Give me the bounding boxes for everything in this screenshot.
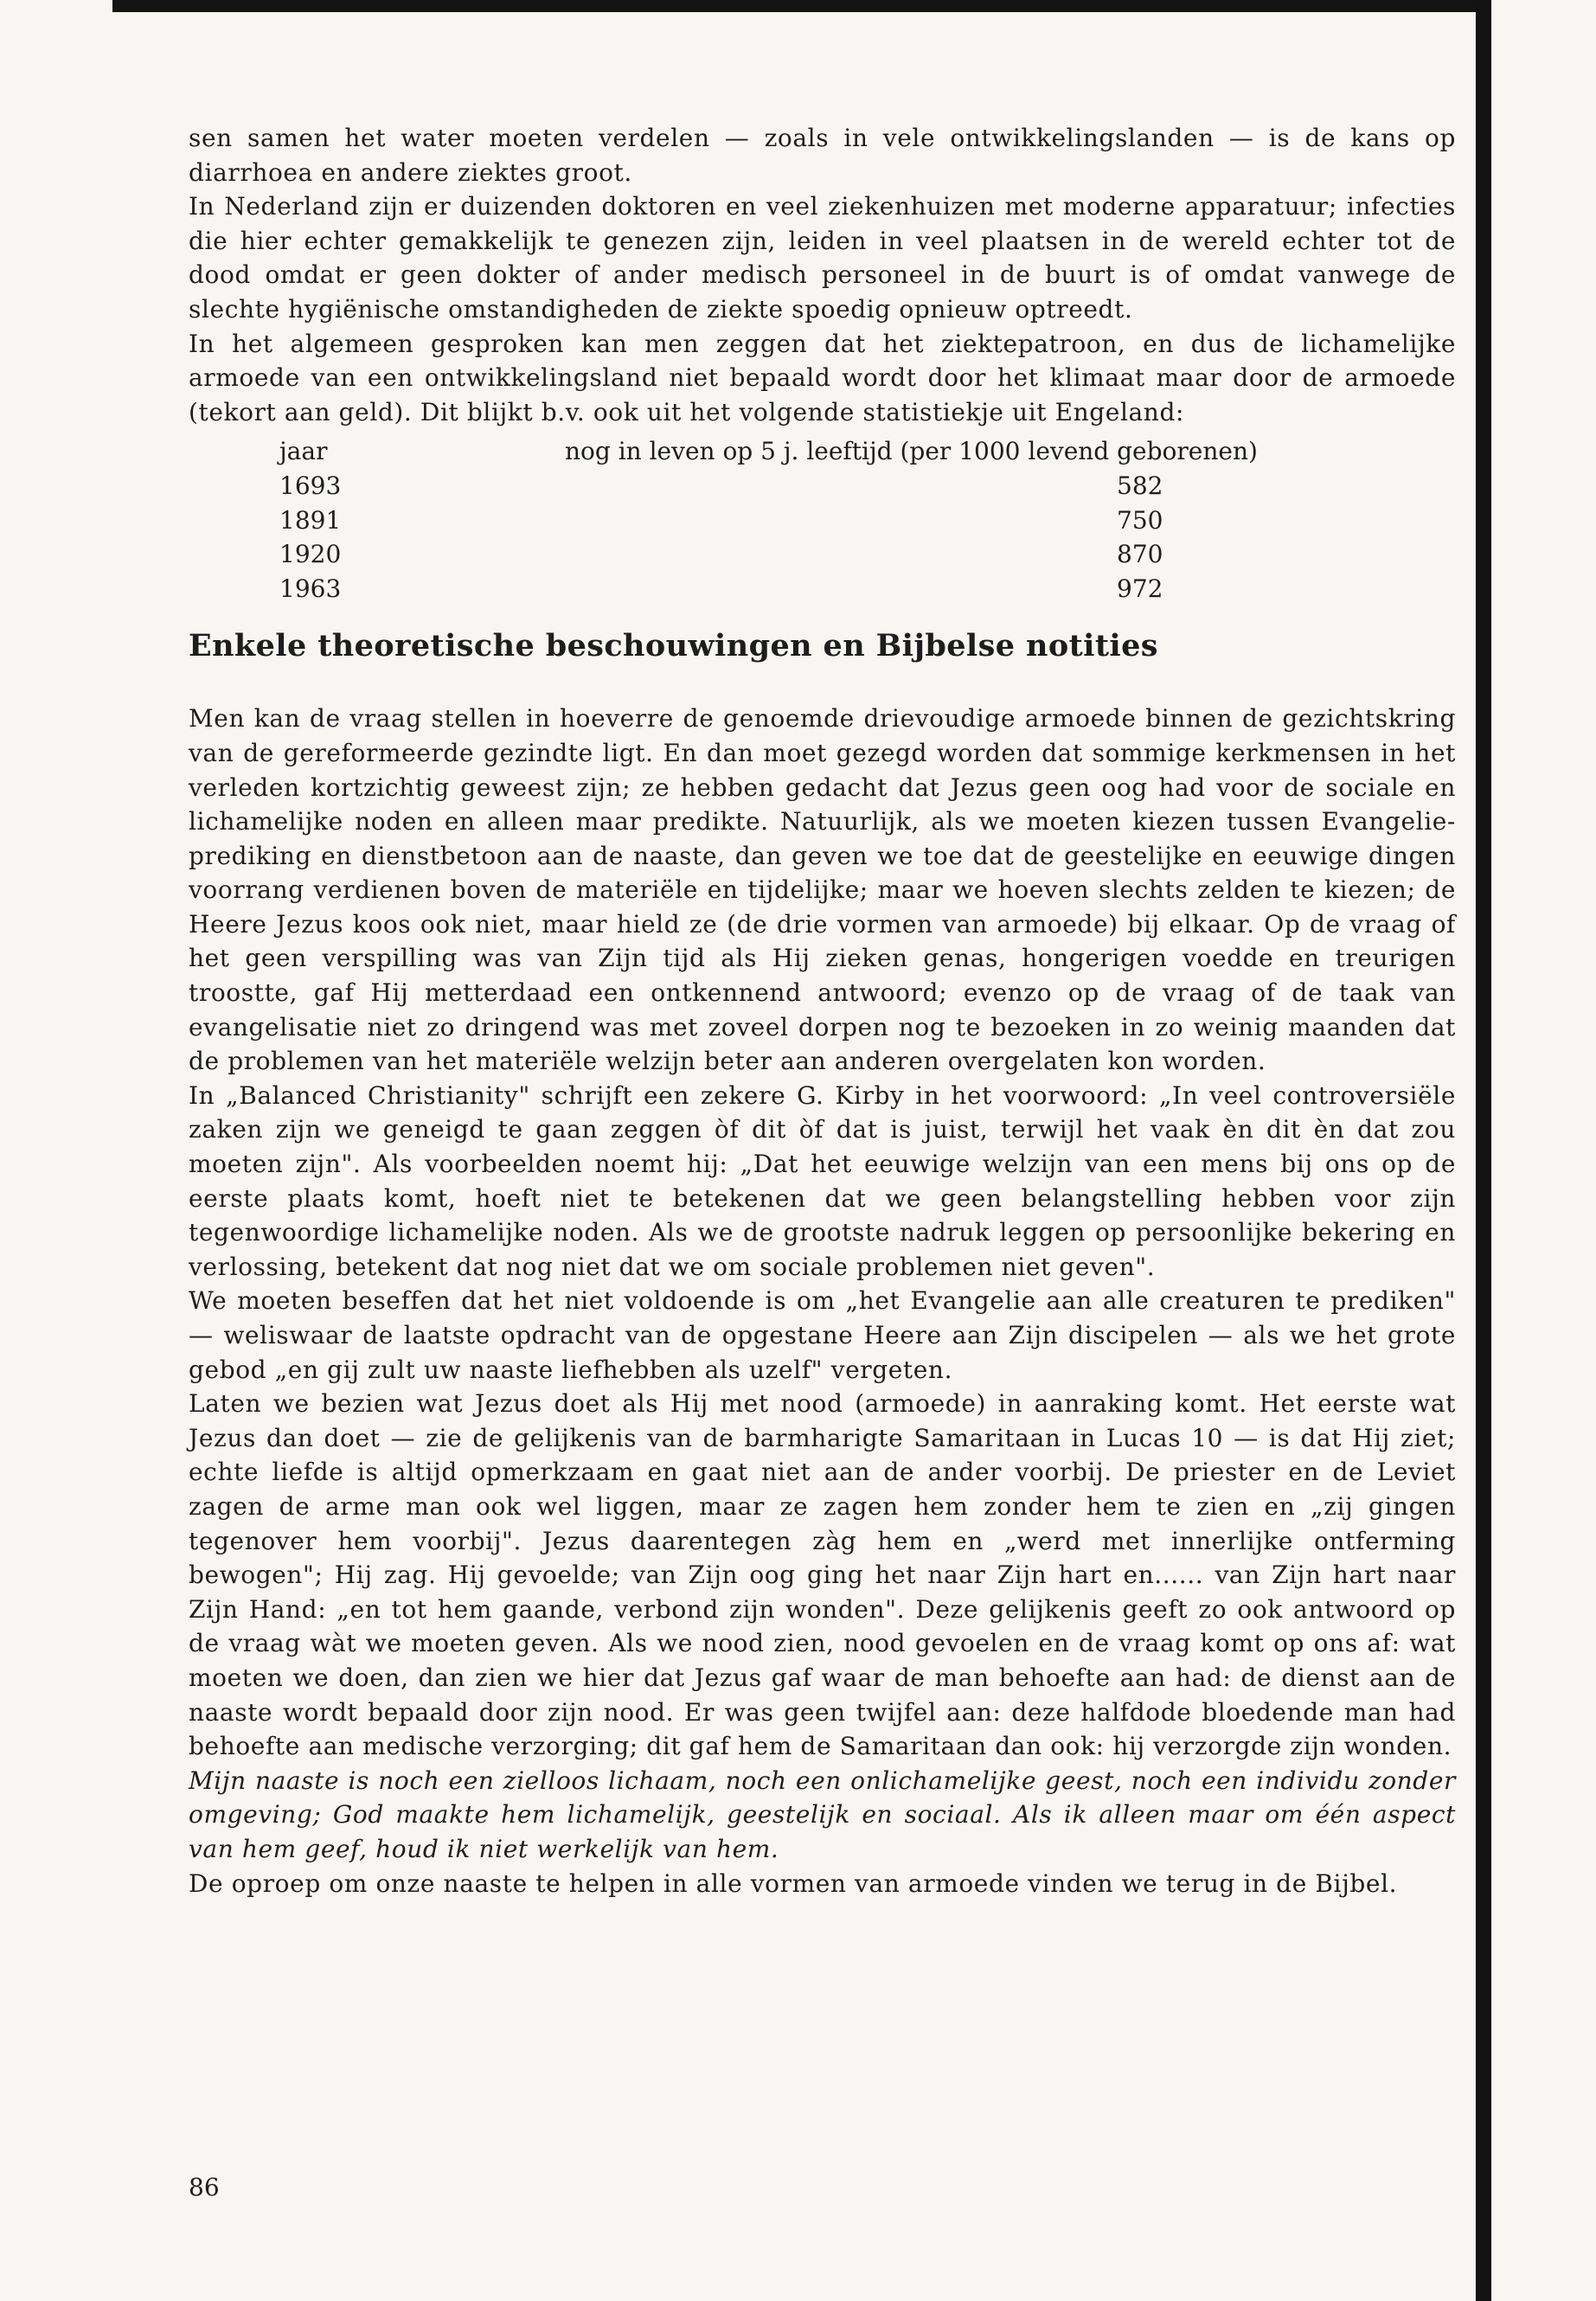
statistics-value: 582: [1117, 471, 1163, 500]
statistics-row: [189, 537, 1456, 572]
statistics-table: [189, 434, 1456, 606]
paragraph-disease-pattern: In het algemeen gesproken kan men zeggen dat het ziektepatroon, en dus de lichamelijke armoede van een ontwikkelingsland niet bepaald wordt door het klimaat maar door de armoede (tekort aan geld). Dit blijkt b.v. ook uit het volgende statistiekje uit Engeland:: [189, 329, 1456, 426]
statistics-header-year: jaar: [279, 437, 328, 466]
statistics-value: 870: [1117, 540, 1163, 569]
statistics-value: 750: [1117, 505, 1163, 535]
statistics-row: [189, 572, 1456, 606]
scan-right-border: [1476, 0, 1491, 2301]
paragraph-doctors: In Nederland zijn er duizenden doktoren en veel ziekenhuizen met moderne apparatuur; infecties die hier echter gemakkelijk te genezen zijn, leiden in veel plaatsen in de wereld echter tot de dood omdat er geen dokter of ander medisch personeel in de buurt is of omdat vanwege de slechte hygiënische omstandigheden de ziekte spoedig opnieuw optreedt.: [189, 192, 1456, 324]
paragraph-question: Men kan de vraag stellen in hoeverre de genoemde drievoudige armoede binnen de gezichtskring van de gereformeerde gezindte ligt. En dan moet gezegd worden dat sommige kerkmensen in het verleden kortzichtig geweest zijn; ze hebben gedacht dat Jezus geen oog had voor de sociale en lichamelijke noden en alleen maar predikte. Natuurlijk, als we moeten kiezen tussen Evangelie-prediking en dienstbetoon aan de naaste, dan geven we toe dat de geestelijke en eeuwige dingen voorrang verdienen boven de materiële en tijdelijke; maar we hoeven slechts zelden te kiezen; de Heere Jezus koos ook niet, maar hield ze (de drie vormen van armoede) bij elkaar. Op de vraag of het geen verspilling was van Zijn tijd als Hij zieken genas, hongerigen voedde en treurigen troostte, gaf Hij metterdaad een ontkennend antwoord; evenzo op de vraag of de taak van evangelisatie niet zo dringend was met zoveel dorpen nog te bezoeken in zo weinig maanden dat de problemen van het materiële welzijn beter aan anderen overgelaten kon worden.: [189, 704, 1456, 1076]
statistics-year: 1693: [279, 471, 342, 500]
paragraph-samaritan: Laten we bezien wat Jezus doet als Hij met nood (armoede) in aanraking komt. Het eerste wat Jezus dan doet — zie de gelijkenis van de barmharigte Samaritaan in Lucas 10 — is dat Hij ziet; echte liefde is altijd opmerkzaam en gaat niet aan de ander voorbij. De priester en de Leviet zagen de arme man ook wel liggen, maar ze zagen hem zonder hem te zien en „zij gingen tegenover hem voorbij". Jezus daarentegen zàg hem en „werd met innerlijke ontferming bewogen"; Hij zag. Hij gevoelde; van Zijn oog ging het naar Zijn hart en...... van Zijn hart naar Zijn Hand: „en tot hem gaande, verbond zijn wonden". Deze gelijkenis geeft zo ook antwoord op de vraag wàt we moeten geven. Als we nood zien, nood gevoelen en de vraag komt op ons af: wat moeten we doen, dan zien we hier dat Jezus gaf waar de man behoefte aan had: de dienst aan de naaste wordt bepaald door zijn nood. Er was geen twijfel aan: deze halfdode bloedende man had behoefte aan medische verzorging; dit gaf hem de Samaritaan dan ook: hij verzorgde zijn wonden.: [189, 1389, 1456, 1761]
scan-top-border: [112, 0, 1479, 12]
statistics-row: [189, 503, 1456, 538]
paragraph-great-commandment: We moeten beseffen dat het niet voldoende is om „het Evangelie aan alle creaturen te prediken" — weliswaar de laatste opdracht van de opgestane Heere aan Zijn discipelen — als we het grote gebod „en gij zult uw naaste liefhebben als uzelf" vergeten.: [189, 1286, 1456, 1384]
statistics-header: [189, 434, 1456, 469]
paragraph-closing: De oproep om onze naaste te helpen in alle vormen van armoede vinden we terug in de Bijbel.: [189, 1868, 1398, 1898]
statistics-year: 1963: [279, 574, 342, 603]
statistics-year: 1920: [279, 540, 342, 569]
section-heading: Enkele theoretische beschouwingen en Bijbelse notities: [189, 628, 1158, 664]
statistics-header-survival: nog in leven op 5 j. leeftijd (per 1000 levend geborenen): [565, 437, 1258, 466]
statistics-year: 1891: [279, 505, 342, 535]
paragraph-kirby-quote: In „Balanced Christianity" schrijft een zekere G. Kirby in het voorwoord: „In veel controversiële zaken zijn we geneigd te gaan zeggen òf dit òf dat is juist, terwijl het vaak èn dit èn dat zou moeten zijn". Als voorbeelden noemt hij: „Dat het eeuwige welzijn van een mens bij ons op de eerste plaats komt, hoeft niet te betekenen dat we geen belangstelling hebben voor zijn tegenwoordige lichamelijke noden. Als we de grootste nadruk leggen op persoonlijke bekering en verlossing, betekent dat nog niet dat we om sociale problemen niet geven".: [189, 1080, 1456, 1281]
paragraph-diarrhoea: sen samen het water moeten verdelen — zoals in vele ontwikkelingslanden — is de kans op diarrhoea en andere ziektes groot.: [189, 124, 1456, 187]
paragraph-italic-neighbour: Mijn naaste is noch een zielloos lichaam, noch een onlichamelijke geest, noch een individu zonder omgeving; God maakte hem lichamelijk, geestelijk en sociaal. Als ik alleen maar om één aspect van hem geef, houd ik niet werkelijk van hem.: [189, 1766, 1456, 1863]
page-number: 86: [189, 2173, 220, 2202]
statistics-row: [189, 469, 1456, 503]
statistics-value: 972: [1117, 574, 1163, 603]
document-page: [189, 121, 1456, 1900]
